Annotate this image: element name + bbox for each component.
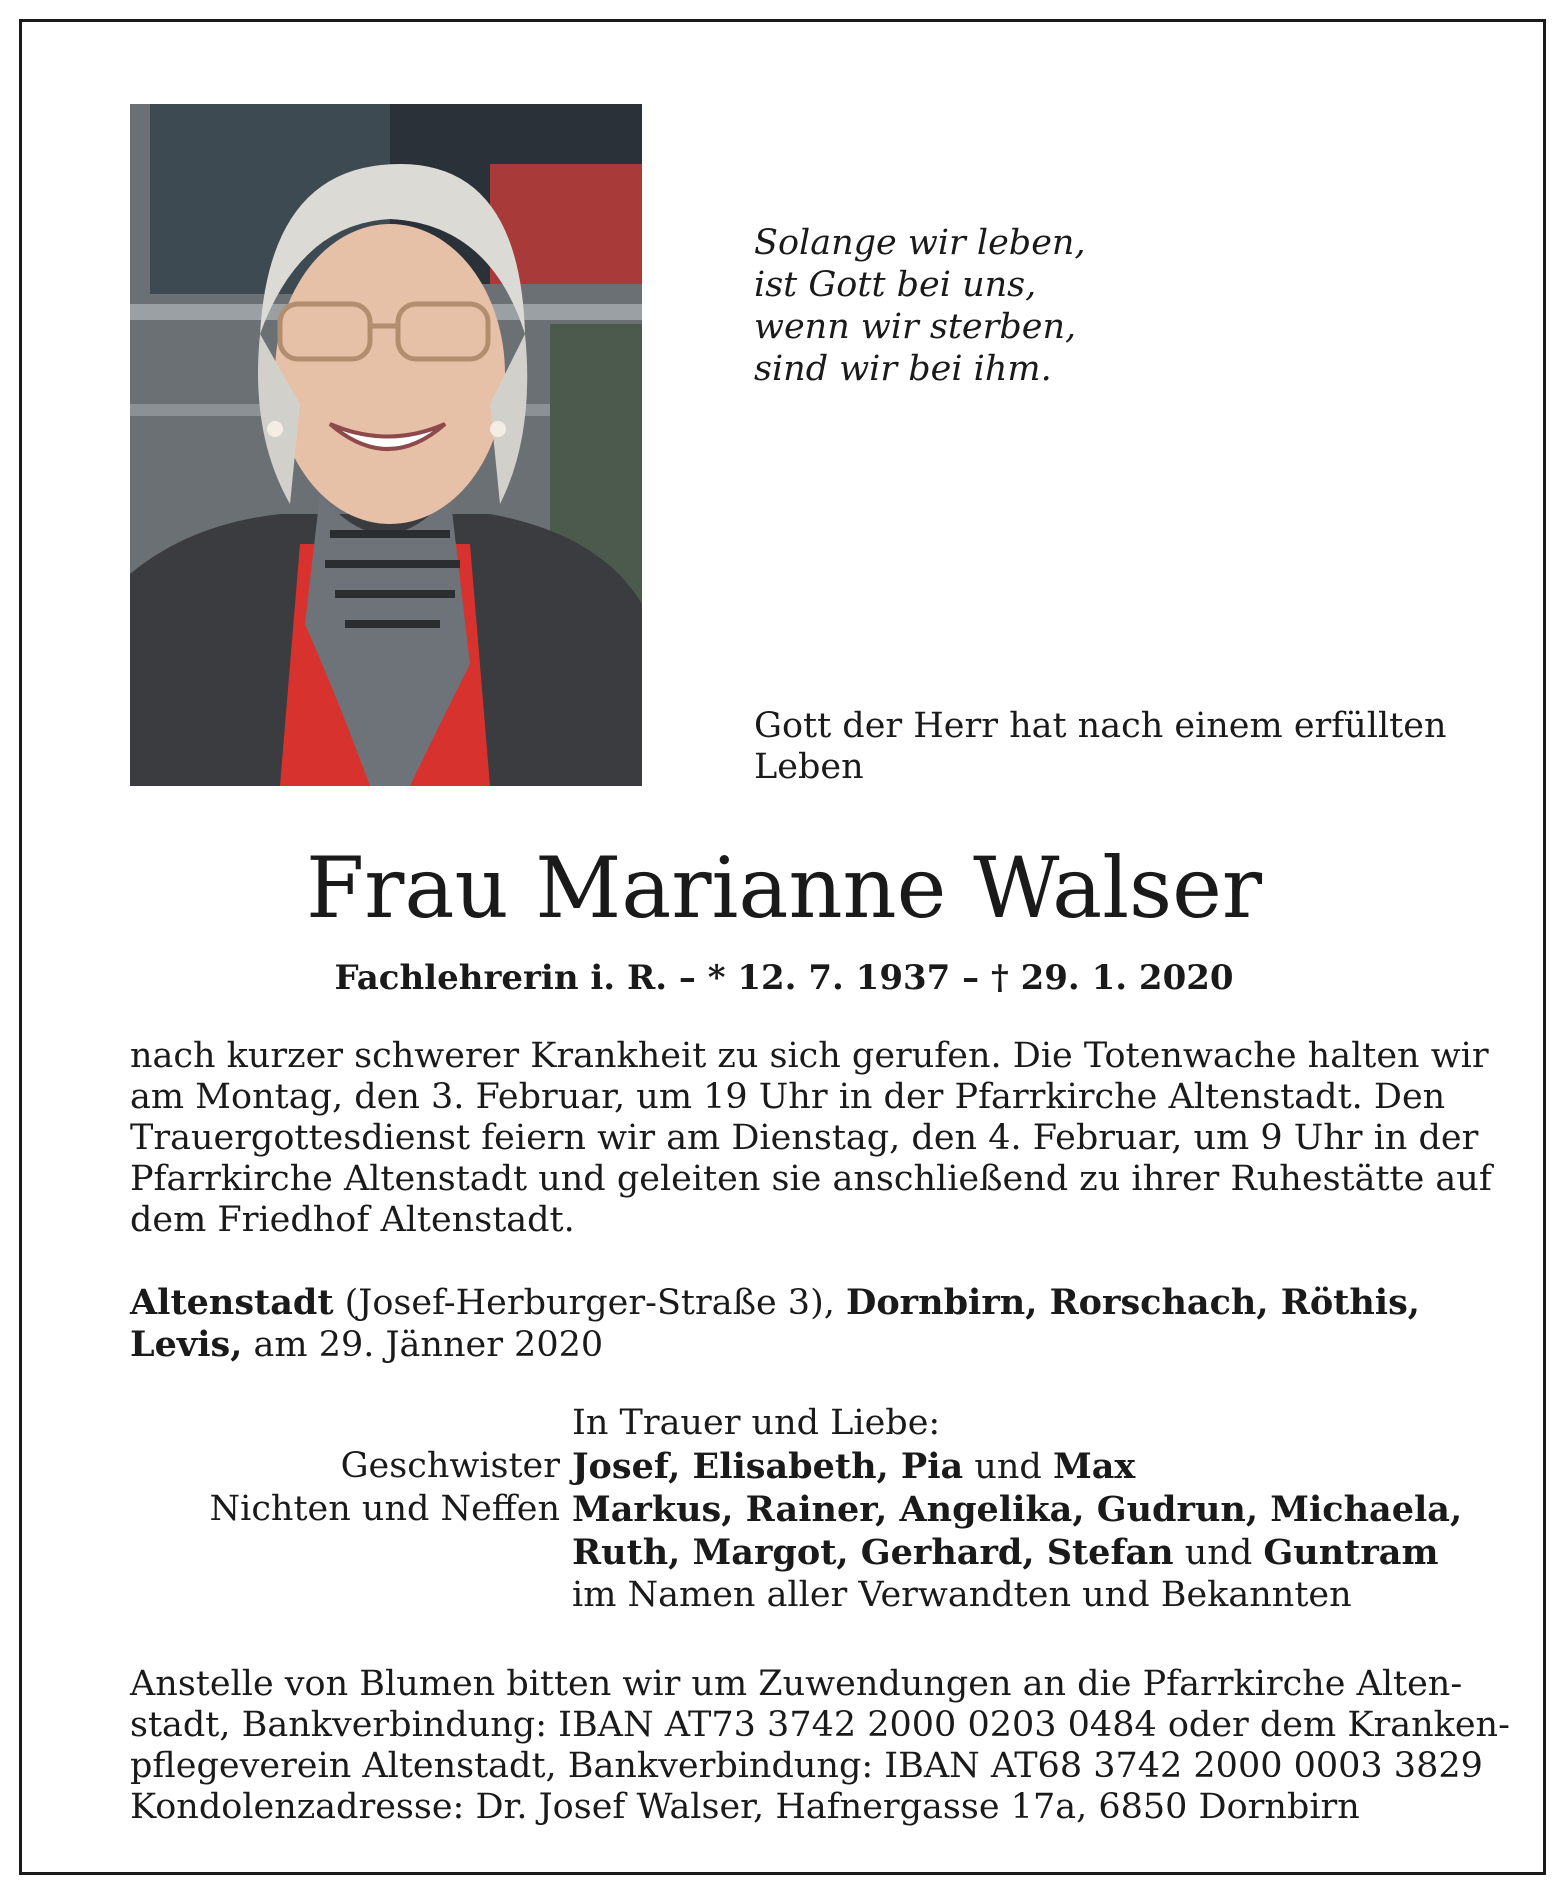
place-line [130, 1282, 1420, 1324]
portrait-photo [130, 104, 642, 786]
place-bold: Levis, [130, 1324, 243, 1365]
place-and-date [130, 1282, 1420, 1366]
announcement-line: nach kurzer schwerer Krankheit zu sich gerufen. Die Totenwache halten wir [130, 1036, 1489, 1076]
lead-line: Leben [754, 747, 864, 787]
nieces-row-continued [0, 1531, 1568, 1574]
announcement-line: Trauergottesdienst feiern wir am Dienstag, den 4. Februar, um 9 Uhr in der [130, 1118, 1479, 1158]
announcement-line: am Montag, den 3. Februar, um 19 Uhr in der Pfarrkirche Altenstadt. Den [130, 1077, 1446, 1117]
siblings-row [0, 1445, 1568, 1488]
announcement-text [130, 1036, 1492, 1241]
portrait-illustration [130, 104, 642, 786]
quote-line: ist Gott bei uns, [754, 265, 1037, 305]
mourners-list [0, 1402, 1568, 1617]
nieces-row [0, 1488, 1568, 1531]
place-bold: Dornbirn, Rorschach, Röthis, [845, 1282, 1420, 1323]
mourners-heading-row [0, 1402, 1568, 1445]
quote [754, 222, 1086, 390]
deceased-details: Fachlehrerin i. R. – * 12. 7. 1937 – † 29. 1. 2020 [334, 958, 1234, 998]
place-bold: Altenstadt [130, 1282, 334, 1323]
others-row [0, 1574, 1568, 1617]
nieces-label: Nichten und Neffen [209, 1489, 560, 1529]
siblings-label: Geschwister [340, 1446, 560, 1486]
lead-line: Gott der Herr hat nach einem erfüllten [754, 706, 1447, 746]
nieces-names: Ruth, Margot, Gerhard, Stefan und Guntram [572, 1532, 1439, 1573]
closing-line: Anstelle von Blumen bitten wir um Zuwendungen an die Pfarrkirche Alten- [130, 1664, 1463, 1704]
place-line [130, 1324, 1420, 1366]
quote-line: sind wir bei ihm. [754, 349, 1052, 389]
quote-line: wenn wir sterben, [754, 307, 1077, 347]
place-date: am 29. Jänner 2020 [242, 1325, 604, 1365]
announcement-line: dem Friedhof Altenstadt. [130, 1200, 575, 1240]
lead-text [754, 706, 1446, 788]
announcement-line: Pfarrkirche Altenstadt und geleiten sie anschließend zu ihrer Ruhestätte auf [130, 1159, 1492, 1199]
siblings-names: Josef, Elisabeth, Pia und Max [572, 1446, 1136, 1487]
closing-line: pflegeverein Altenstadt, Bankverbindung: IBAN AT68 3742 2000 0003 3829 [130, 1746, 1483, 1786]
closing-line: Kondolenzadresse: Dr. Josef Walser, Hafnergasse 17a, 6850 Dornbirn [130, 1787, 1360, 1827]
deceased-name: Frau Marianne Walser [305, 839, 1263, 937]
donation-and-contact [130, 1664, 1510, 1828]
mourners-heading: In Trauer und Liebe: [572, 1403, 941, 1443]
closing-line: stadt, Bankverbindung: IBAN AT73 3742 2000 0203 0484 oder dem Kranken- [130, 1705, 1510, 1745]
nieces-names: Markus, Rainer, Angelika, Gudrun, Michaela, [572, 1489, 1463, 1530]
place-address: (Josef-Herburger-Straße 3), [333, 1283, 846, 1323]
quote-line: Solange wir leben, [754, 223, 1086, 263]
others-text: im Namen aller Verwandten und Bekannten [572, 1575, 1352, 1615]
